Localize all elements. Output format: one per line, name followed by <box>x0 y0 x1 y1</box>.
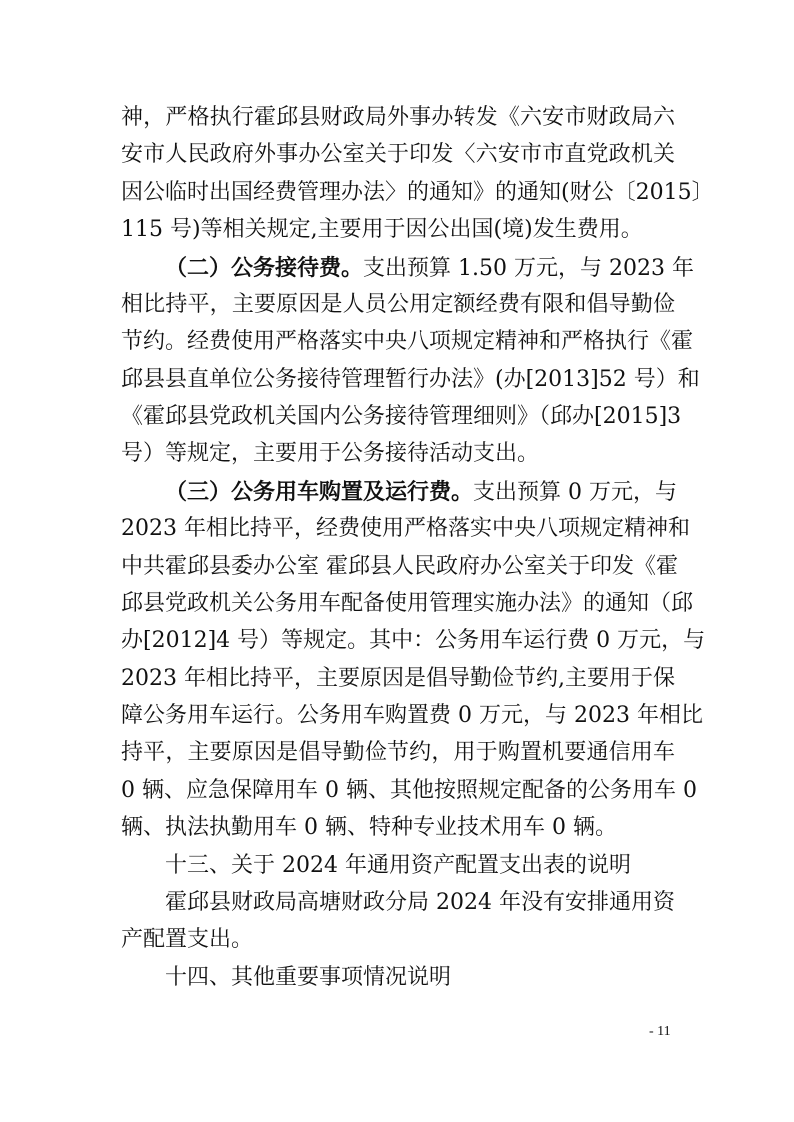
paragraph-line: 辆、执法执勤用车 0 辆、特种专业技术用车 0 辆。 <box>121 815 617 841</box>
paragraph-line: 办[2012]4 号）等规定。其中：公务用车运行费 0 万元，与 <box>121 628 706 654</box>
section-2-heading: （二）公务接待费。 <box>165 254 364 281</box>
paragraph-line: 《霍邱县党政机关国内公务接待管理细则》（邱办[2015]3 <box>121 404 682 429</box>
paragraph-line: 相比持平，主要原因是人员公用定额经费有限和倡导勤俭 <box>121 291 675 317</box>
paragraph-line: 安市人民政府外事办公室关于印发〈六安市市直党政机关 <box>121 142 675 168</box>
paragraph-line: 号）等规定，主要用于公务接待活动支出。 <box>121 441 540 467</box>
paragraph-line: 中共霍邱县委办公室 霍邱县人民政府办公室关于印发《霍 <box>121 553 678 579</box>
paragraph-line: 0 辆、应急保障用车 0 辆、其他按照规定配备的公务用车 0 <box>121 777 697 803</box>
paragraph-line: 115 号)等相关规定,主要用于因公出国(境)发生费用。 <box>121 217 643 243</box>
section-3-text: 支出预算 0 万元，与 <box>473 479 677 505</box>
section-3-heading: （三）公务用车购置及运行费。 <box>165 478 474 505</box>
section-3-first-line <box>165 477 675 508</box>
paragraph-line: 因公临时出国经费管理办法〉的通知》的通知(财公〔2015〕 <box>121 179 714 205</box>
page-number: - 11 <box>649 1024 671 1039</box>
section-14-heading: 十四、其他重要事项情况说明 <box>165 964 452 990</box>
paragraph-line: 邱县县直单位公务接待管理暂行办法》(办[2013]52 号）和 <box>121 366 700 392</box>
paragraph-line: 邱县党政机关公务用车配备使用管理实施办法》的通知（邱 <box>121 590 694 616</box>
paragraph-line: 神，严格执行霍邱县财政局外事办转发《六安市财政局六 <box>121 105 675 130</box>
section-2-text: 支出预算 1.50 万元，与 2023 年 <box>363 255 694 281</box>
section-2-first-line <box>165 253 694 284</box>
paragraph-line: 节约。经费使用严格落实中央八项规定精神和严格执行《霍 <box>121 329 694 355</box>
section-13-heading: 十三、关于 2024 年通用资产配置支出表的说明 <box>165 852 631 878</box>
paragraph-line: 2023 年相比持平，主要原因是倡导勤俭节约,主要用于保 <box>121 665 675 691</box>
paragraph-line: 产配置支出。 <box>121 927 254 953</box>
paragraph-line: 障公务用车运行。公务用车购置费 0 万元，与 2023 年相比 <box>121 703 703 728</box>
paragraph-line: 2023 年相比持平，经费使用严格落实中央八项规定精神和 <box>121 516 690 542</box>
paragraph-line: 持平，主要原因是倡导勤俭节约，用于购置机要通信用车 <box>121 740 675 766</box>
paragraph-line: 霍邱县财政局高塘财政分局 2024 年没有安排通用资 <box>165 889 675 915</box>
